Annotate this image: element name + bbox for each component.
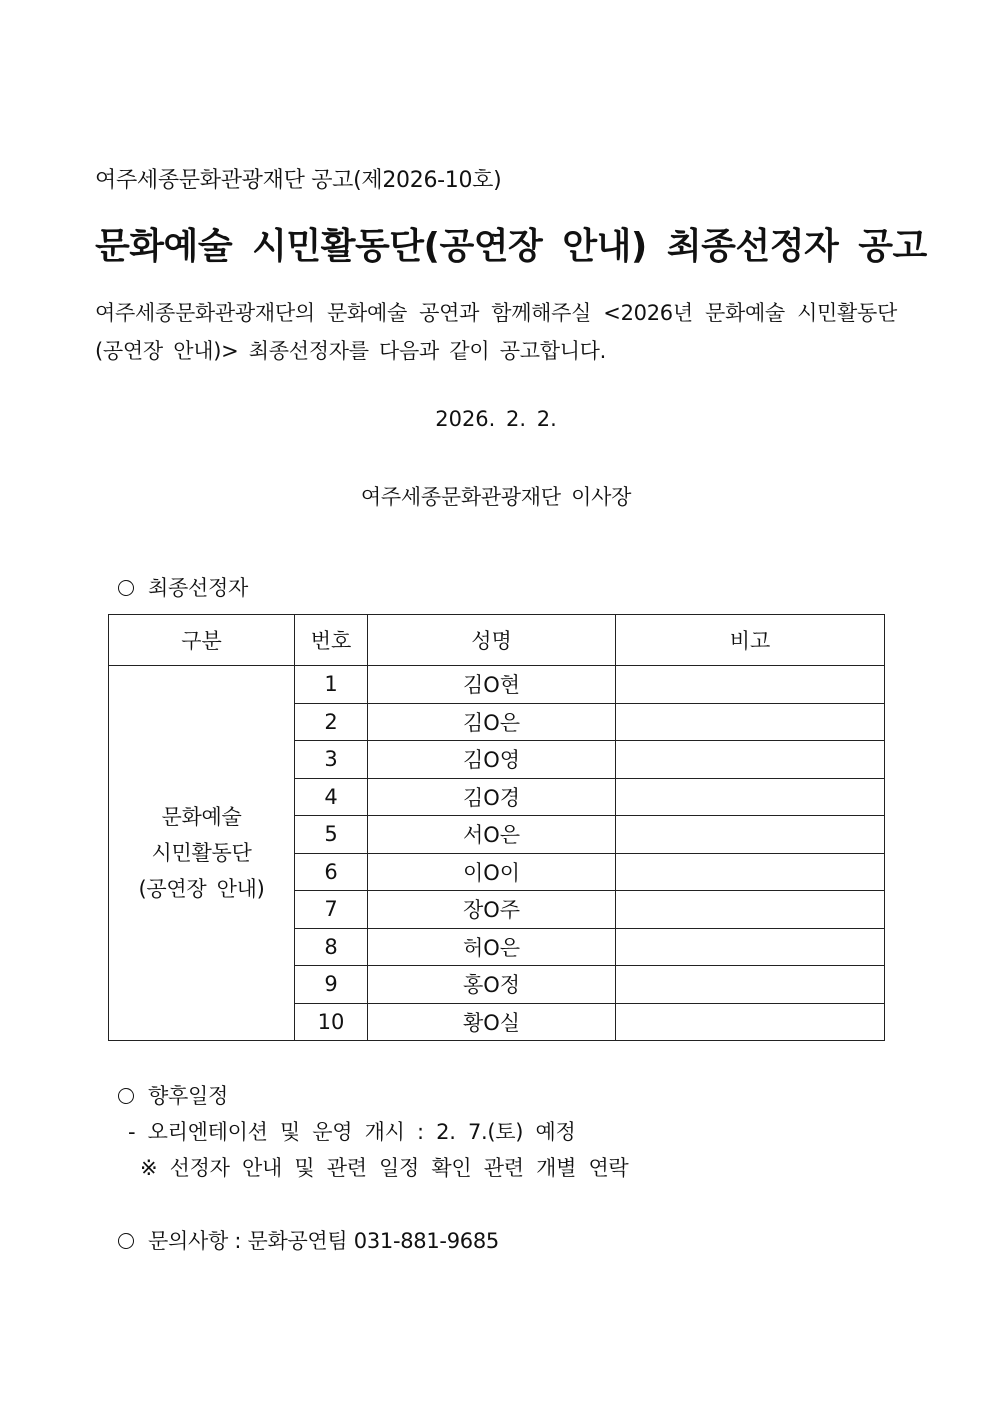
row-name: 서O은 [368, 816, 616, 854]
selection-heading-label: 최종선정자 [148, 576, 248, 600]
row-number: 8 [295, 928, 368, 966]
row-number: 7 [295, 891, 368, 929]
selection-table [108, 614, 885, 1041]
intro-paragraph: 여주세종문화관광재단의 문화예술 공연과 함께해주실 <2026년 문화예술 시민활동단(공연장 안내)> 최종선정자를 다음과 같이 공고합니다. [95, 301, 897, 363]
category-cell [109, 666, 295, 1041]
row-name: 홍O정 [368, 966, 616, 1004]
schedule-heading-label: 향후일정 [148, 1084, 228, 1108]
row-name: 김O영 [368, 741, 616, 779]
row-number: 5 [295, 816, 368, 854]
schedule-item: - 오리엔테이션 및 운영 개시 : 2. 7.(토) 예정 [128, 1120, 576, 1144]
column-header-number: 번호 [295, 615, 368, 666]
row-number: 1 [295, 666, 368, 704]
contact-line [118, 1225, 499, 1255]
row-name: 이O이 [368, 853, 616, 891]
circle-bullet-icon [118, 1088, 134, 1104]
column-header-category: 구분 [109, 615, 295, 666]
circle-bullet-icon [118, 580, 134, 596]
row-number: 3 [295, 741, 368, 779]
row-note [616, 1003, 885, 1041]
announcement-date: 2026. 2. 2. [435, 407, 557, 431]
row-note [616, 891, 885, 929]
column-header-note: 비고 [616, 615, 885, 666]
row-name: 황O실 [368, 1003, 616, 1041]
column-header-name: 성명 [368, 615, 616, 666]
document-title: 문화예술 시민활동단(공연장 안내) 최종선정자 공고 [95, 226, 927, 267]
row-number: 10 [295, 1003, 368, 1041]
row-name: 김O은 [368, 703, 616, 741]
row-number: 4 [295, 778, 368, 816]
row-number: 9 [295, 966, 368, 1004]
row-note [616, 816, 885, 854]
row-note [616, 666, 885, 704]
row-number: 6 [295, 853, 368, 891]
row-number: 2 [295, 703, 368, 741]
selection-heading [118, 572, 248, 602]
row-name: 장O주 [368, 891, 616, 929]
row-name: 김O경 [368, 778, 616, 816]
notice-number: 여주세종문화관광재단 공고(제2026-10호) [95, 168, 502, 193]
row-name: 김O현 [368, 666, 616, 704]
row-note [616, 778, 885, 816]
category-line: 시민활동단 [151, 841, 252, 865]
row-note [616, 928, 885, 966]
schedule-heading [118, 1080, 228, 1110]
circle-bullet-icon [118, 1233, 134, 1249]
row-note [616, 703, 885, 741]
row-note [616, 853, 885, 891]
category-line: 문화예술 [161, 805, 242, 829]
schedule-note: ※ 선정자 안내 및 관련 일정 확인 관련 개별 연락 [140, 1156, 629, 1180]
row-name: 허O은 [368, 928, 616, 966]
row-note [616, 966, 885, 1004]
table-row [109, 666, 885, 704]
row-note [616, 741, 885, 779]
table-header-row [109, 615, 885, 666]
issuer-signature: 여주세종문화관광재단 이사장 [360, 485, 632, 509]
category-line: (공연장 안내) [138, 877, 265, 901]
contact-text: 문의사항 : 문화공연팀 031-881-9685 [148, 1229, 499, 1253]
